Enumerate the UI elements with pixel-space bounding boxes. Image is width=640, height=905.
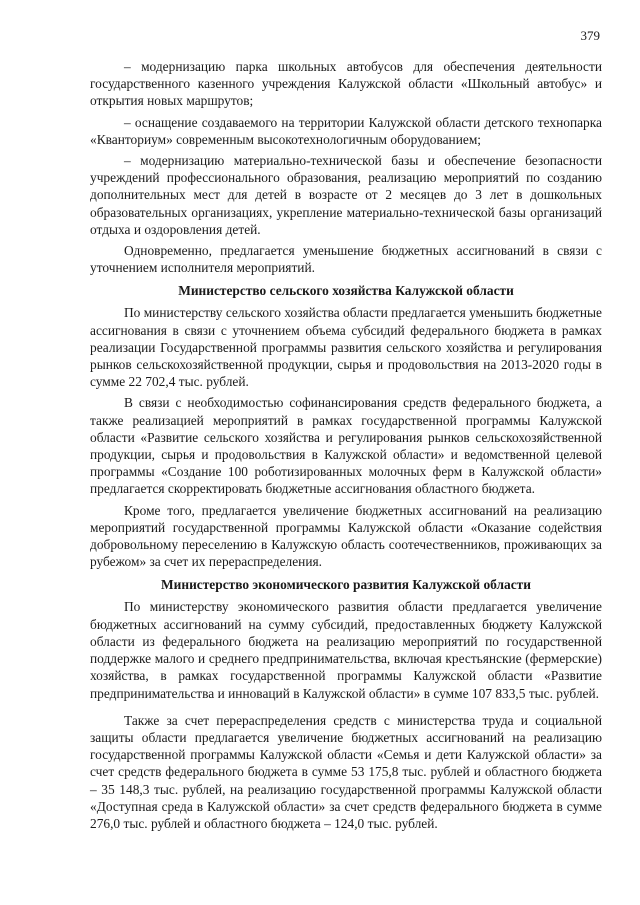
paragraph-kvantorium: – оснащение создаваемого на территории Калужской области детского технопарка «Кванториум» современным высокотехнологичным оборудованием; — [90, 114, 602, 147]
paragraph-reduction: Одновременно, предлагается уменьшение бюджетных ассигнований в связи с уточнением исполнителя мероприятий. — [90, 243, 602, 276]
paragraph-school-buses: – модернизацию парка школьных автобусов для обеспечения деятельности государственного казенного учреждения Калужской области «Школьный автобус» и открытия новых маршрутов; — [90, 59, 602, 109]
document-body — [90, 58, 602, 832]
paragraph-agriculture-cofinancing: В связи с необходимостью софинансирования средств федерального бюджета, а также реализацией мероприятий в рамках государственной программы Калужской области «Развитие сельского хозяйства и регулирования рынков сельскохозяйственной продукции, сырья и продовольствия в Калужской области» и ведомственной целевой программы «Создание 100 роботизированных молочных ферм в Калужской области» предлагается скорректировать бюджетные ассигнования областного бюджета. — [90, 395, 602, 497]
paragraph-economic-redistribution: Также за счет перераспределения средств с министерства труда и социальной защиты области предлагается увеличение бюджетных ассигнований на реализацию государственной программы Калужской области «Семья и дети Калужской области» за счет средств федерального бюджета в сумме 53 175,8 тыс. рублей и областного бюджета – 35 148,3 тыс. рублей, на реализацию государственной программы Калужской области «Доступная среда в Калужской области» за счет средств федерального бюджета в сумме 276,0 тыс. рублей и областного бюджета – 124,0 тыс. рублей. — [90, 712, 602, 831]
section-heading-economic-development: Министерство экономического развития Калужской области — [161, 577, 531, 593]
section-heading-agriculture: Министерство сельского хозяйства Калужской области — [178, 283, 514, 299]
paragraph-economic-subsidies: По министерству экономического развития области предлагается увеличение бюджетных ассигнований на сумму субсидий, предоставленных бюджету Калужской области из федерального бюджета на реализацию мероприятий по государственной поддержке малого и среднего предпринимательства, включая крестьянские (фермерские) хозяйства, в рамках государственной программы Калужской области «Развитие предпринимательства и инноваций в Калужской области» в сумме 107 833,5 тыс. рублей. — [90, 599, 602, 701]
page-number: 379 — [580, 28, 600, 43]
paragraph-professional-education: – модернизацию материально-технической базы и обеспечение безопасности учреждений профессионального образования, реализацию мероприятий по созданию дополнительных мест для детей в возрасте от 2 месяцев до 3 лет в дошкольных образовательных организациях, укрепление материально-технической базы организаций отдыха и оздоровления детей. — [90, 153, 602, 237]
paragraph-agriculture-resettlement: Кроме того, предлагается увеличение бюджетных ассигнований на реализацию мероприятий государственной программы Калужской области «Оказание содействия добровольному переселению в Калужскую область соотечественников, проживающих за рубежом» за счет их перераспределения. — [90, 502, 602, 570]
paragraph-agriculture-reduce: По министерству сельского хозяйства области предлагается уменьшить бюджетные ассигнования в связи с уточнением объема субсидий федерального бюджета в рамках реализации Государственной программы развития сельского хозяйства и регулирования рынков сельскохозяйственной продукции, сырья и продовольствия на 2013-2020 годы в сумме 22 702,4 тыс. рублей. — [90, 305, 602, 390]
